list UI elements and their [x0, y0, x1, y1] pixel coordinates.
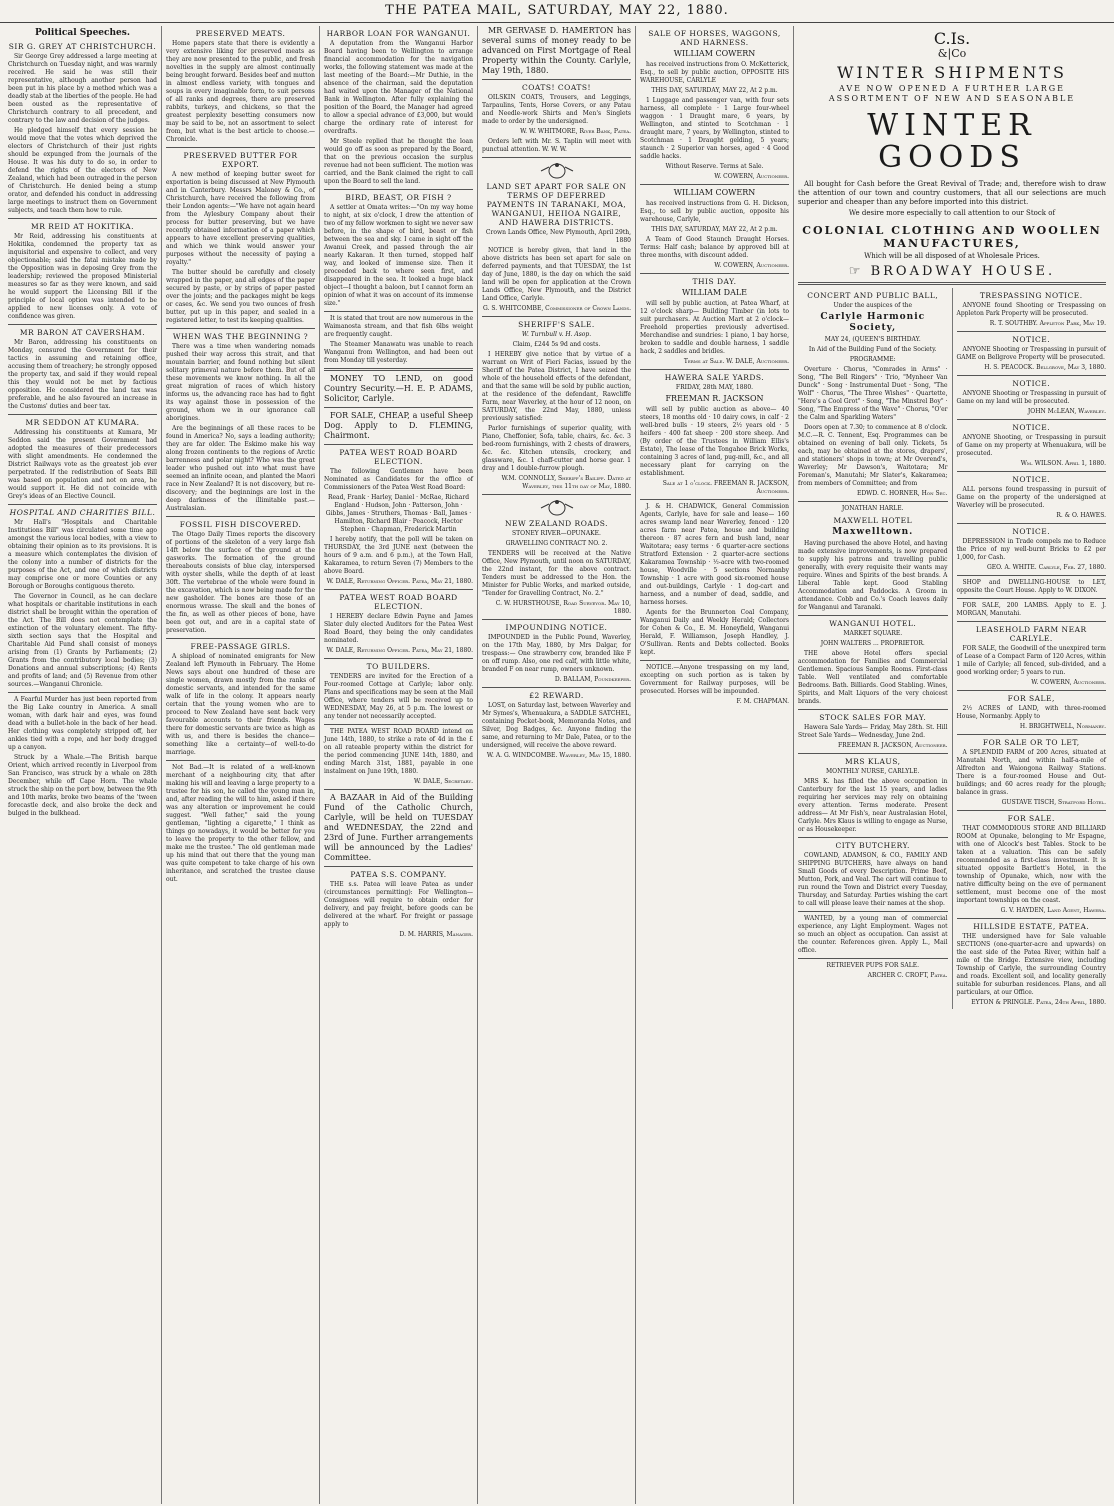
divider — [640, 184, 789, 185]
ad-text: I HEREBY declare Edwin Payne and James Slater duly elected Auditors for the Patea West Road Board, they being the only candidates nominated. — [324, 613, 473, 644]
article-text: Mr Baron, addressing his constituents on Monday, censured the Government for their tactics in assuming and retaining office, accusing them of treachery; he strongly opposed the property tax, and said if they would repeal this they would not be met by factious opposition. He considered the land tax was preferable, and he also favoured an increase in the Customs' duties and beer tax. — [8, 339, 157, 410]
divider — [166, 147, 315, 148]
ad-text: IMPOUNDED in the Public Pound, Waverley, on the 17th May, 1880, by Mrs Dalgar, for trespass:— One strawberry cow, branded like F on off rump. Also, one red calf, with little white, branded F on near rump, owners unknown. — [482, 634, 631, 673]
divider — [957, 523, 1107, 524]
article-text: Struck by a Whale.—The British barque Orient, which arrived recently in Liverpool from San Francisco, was struck by a whale on 28th December, while off Cape Horn. The whale struck the ship on the port bow, between the 9th and 10th marks, broke two beams of the 'tween forecastle deck, and also broke the deck and bulged in the bulkhead. — [8, 754, 157, 817]
divider — [324, 311, 473, 312]
ad-title: COATS! COATS! — [522, 83, 591, 92]
ad-text: will sell by public auction, at Patea Wharf, at 12 o'clock sharp— Building Timber (in lots to suit purchasers. At Auction Mart at 2 o'clock— Freehold properties previously advertised. Merchandise and sundries: 1 piano, 1 bay horse, broken to saddle and double harness, 1 saddle hack, 2 saddles and bridles. — [640, 300, 789, 355]
two-column-section — [798, 288, 1106, 1009]
ad-title: FOR SALE, — [1007, 694, 1055, 703]
ad-signature: D. BALLAM, Poundkeeper. — [554, 676, 631, 683]
ad-text: I hereby notify, that the poll will be taken on THURSDAY, the 3rd JUNE next (between the hours of 9 a.m. and 6 p.m.), at the Town Hall, Kakaramea, to return Seven (7) Members to the above Board. — [324, 536, 473, 575]
sale-date: FRIDAY, 28th MAY, 1880. — [675, 384, 754, 391]
ad-text: TENDERS are invited for the Erection of a Four-roomed Cottage at Carlyle; labor only. Plans and specifications may be seen at the Mail Office, where tenders will be received up to WEDNESDAY, May 26, at 5 p.m. The lowest or any tender not necessarily accepted. — [324, 673, 473, 720]
divider — [8, 414, 157, 415]
article-text: A deputation from the Wanganui Harbor Board having been to Wellington to arrange financial accommodation for the navigation works, the following statement was made at the last meeting of the Board:—Mr Duthie, in the absence of the chairman, said the deputation had waited upon the Manager of the National Bank in Wellington. After fully explaining the position of the Board, the Manager had agreed to allow a special advance of £3,000, but would charge the ordinary rate of interest for overdrafts. — [324, 40, 473, 135]
ad-signature: JOHN McLEAN, Waverley. — [1027, 408, 1106, 415]
ad-text: The following Gentlemen have been Nominated as Candidates for the office of Commissioners of the Patea West Road Board: — [324, 468, 473, 491]
divider — [798, 709, 948, 710]
ad-text: SHOP and DWELLING-HOUSE to LET, opposite the Court House. Apply to W. DIXON. — [956, 579, 1106, 594]
divider — [8, 324, 157, 325]
ad-text: Which will be all disposed of at Wholesale Prices. — [864, 252, 1040, 260]
divider — [957, 621, 1107, 622]
advertisement: FOR SALE, CHEAP, a useful Sheep Dog. Apply to D. FLEMING, Chairmont. — [324, 411, 473, 440]
divider — [324, 189, 473, 190]
divider — [640, 369, 789, 370]
ad-title: NOTICE. — [1012, 379, 1051, 388]
article-text: The butter should be carefully and closely wrapped in the paper, and all edges of the paper secured by paste, or by strips of paper pasted over the joints; and the packages might be kegs or cases, &c. We send you two ounces of fresh butter, put up in this paper, and sealed in a registered letter, to test its keeping qualities. — [166, 269, 315, 324]
ad-title: FOR SALE. — [1007, 814, 1055, 823]
article-title: MR SEDDON AT KUMARA. — [25, 418, 140, 427]
divider — [324, 724, 473, 725]
ad-title: WANGANUI HOTEL. — [829, 619, 917, 628]
event-date: MAY 24, (QUEEN'S BIRTHDAY. — [824, 336, 921, 343]
article-text: Home papers state that there is evidently a very extensive liking for preserved meats as they are now presented to the public, and fresh novelties in the supply are almost continually being brought forward. Besides beef and mutton in almost endless variety, with tongues and soups in every imaginable form, to suit persons of all ranks and degrees, there are preserved rabbits, turkeys, and chickens, so that the greatest perplexity besetting consumers now may be said to be, not an assortment to select from, but what is the best article to choose.—Chronicle. — [166, 40, 315, 143]
ad-title: LEASEHOLD FARM NEAR CARLYLE. — [975, 625, 1087, 643]
ad-subtitle: STONEY RIVER—OPUNAKE. — [512, 530, 601, 537]
column-4 — [478, 26, 636, 1504]
article-text: It is stated that trout are now numerous in the Waimanosta stream, and that fish 6lbs weight are frequently caught. — [324, 315, 473, 338]
divider — [482, 316, 631, 317]
masthead: THE PATEA MAIL, SATURDAY, MAY 22, 1880. — [0, 0, 1114, 23]
article-title: PRESERVED MEATS. — [195, 29, 286, 38]
ad-subtitle: GRAVELLING CONTRACT NO. 2. — [505, 540, 608, 547]
logo-line-2: &|Co — [937, 47, 967, 60]
ad-signature: W.M. CONNOLLY, Sheriff's Bailiff. Dated at Waverley, this 11th day of May, 1880. — [501, 475, 631, 490]
ad-text: Hawera Sale Yards— Friday, May 28th. St. Hill Street Sale Yards— Wednesday, June 2nd. — [798, 724, 948, 739]
ad-text: Without Reserve. Terms at Sale. — [665, 163, 764, 170]
ad-title: PATEA WEST ROAD BOARD ELECTION. — [339, 448, 458, 466]
ad-signature: D. M. HARRIS, Manager. — [399, 931, 473, 938]
auctioneer-name: WILLIAM DALE — [681, 288, 748, 297]
lot-list: 1 Luggage and passenger van, with four sets harness, all complete · 1 Large four-wheel waggon · 1 Draught mare, 6 years, by Wellington, and stinted to Scotchman · 1 draught mare, 7 years, by Wellington, stinted to Scotchman · 1 Draught gelding, 5 years; staunch · 2 Superior van horses, aged · 4 Good saddle hacks. — [640, 97, 789, 160]
column-6 — [798, 288, 948, 1009]
sale-date: THIS DAY, SATURDAY, MAY 22, At 2 p.m. — [651, 226, 778, 233]
divider — [324, 407, 473, 408]
ad-signature: EDWD. C. HORNER, Hon Sec. — [856, 490, 948, 497]
ad-text: FOR SALE, 200 LAMBS. Apply to E. J. MORGAN, Manutahi. — [956, 602, 1106, 617]
proprietor-name: JONATHAN HARLE. — [841, 505, 904, 512]
ad-text: We desire more especially to call attention to our Stock of — [848, 209, 1056, 217]
ad-text: Under the auspices of the — [833, 302, 913, 309]
ad-text: THE PATEA WEST ROAD BOARD intend on June 14th, 1880, to strike a rate of 4d in the £ on all rateable property within the district for the period commencing JUNE 14th, 1880, and ending March 31st, 1881, payable in one instalment on June 19th, 1880. — [324, 728, 473, 775]
divider — [8, 504, 157, 505]
ad-text: Doors open at 7.30; to commence at 8 o'clock. M.C.—R. C. Tennent, Esq. Programmes can be obtained on evening of ball only. Tickets, 5s each, may be obtained at the stores, drapers', and stationers' shops in town; at Mr Overend's, Waverley; Mr Dawson's, Waitotara; Mr Foreman's, Manutahi; Mr Slater's, Kakaramea; from members of Committee; and from — [798, 424, 948, 487]
winter-goods-heading: WINTER GOODS — [867, 108, 1037, 175]
ad-text: Agents for the Brunnerton Coal Company, Wanganui Daily and Weekly Herald; Collectors for Cohen & Co., E. M. Honeyfield, Wanganui Herald, F. Williamson, Joseph Handley, J. O'Sullivan. Rents and Debts collected. Books kept. — [640, 609, 789, 656]
divider — [324, 789, 473, 790]
divider — [324, 368, 473, 371]
ad-text: will sell by public auction as above— 40 steers, 18 months old · 10 dairy cows, in calf · 2 well-bred bulls · 19 steers, 2½ years old · 5 heifers · 400 fat sheep · 200 store sheep. And (By order of the Trustees in William Ellis's Estate), The lease of the Tongahoe Brick Works, containing 3 acres of land, pug-mill, &c., and all necessary plant for carrying on the establishment. — [640, 406, 789, 477]
sale-date: THIS DAY, SATURDAY, MAY 22, At 2 p.m. — [651, 87, 778, 94]
article-text: A shipload of nominated emigrants for New Zealand left Plymouth in February. The Home News says about one hundred of these are single women, drawn mostly from the ranks of domestic servants, and intended for the same walk of life in the colony. It appears nearly certain that the young women who are to proceed to New Zealand have sent back very favourable accounts to their friends. Wages there for domestic servants are twice as high as with us, and there is besides the chance—something like a certainty—of well-to-do marriage. — [166, 653, 315, 756]
divider — [324, 444, 473, 445]
column-1 — [4, 26, 162, 1504]
article-text: Mr Steele replied that he thought the loan would go off as soon as prepared by the Board, that on the previous occasion the surplus revenue had not been sufficient. The motion was carried, and the Bank claimed the right to call upon the Board to sell the land. — [324, 138, 473, 185]
ad-title: TO BUILDERS. — [366, 662, 431, 671]
ad-dateline: Crown Lands Office, New Plymouth, April 29th, 1880 — [485, 229, 631, 244]
ad-title: PATEA WEST ROAD BOARD ELECTION. — [339, 593, 458, 611]
article-text: There was a time when wandering nomads pushed their way across this strait, and that mountain barrier, and found nothing but silent solitary primeval nature before them. But of all these movements we know nothing. In all the great migration of races of which history informs us, the advancing race has had to fight its way against those in possession of the ground, whom we in our ignorance call aborigines. — [166, 343, 315, 422]
advertisement: MR GERVASE D. HAMERTON has several sums of money ready to be advanced on First Mortgage of Real Property within the County. Carlyle, May 19th, 1880. — [482, 26, 631, 75]
ad-title: NEW ZEALAND ROADS. — [504, 519, 609, 528]
article-title: BIRD, BEAST, OR FISH ? — [345, 193, 452, 202]
ad-title: THIS DAY. — [692, 277, 737, 286]
divider — [166, 760, 315, 761]
divider — [8, 692, 157, 693]
ad-title: TRESPASSING NOTICE. — [979, 291, 1083, 300]
ad-signature: W. A. G. WINDCOMBE. Waverley, May 15, 1880. — [486, 752, 631, 759]
broadway-house-label: BROADWAY HOUSE. — [870, 264, 1056, 279]
ad-title: HAWERA SALE YARDS. — [664, 373, 765, 382]
ad-text: NOTICE.—Anyone trespassing on my land, excepting on such portion as is taken by Government for Railway purposes, will be prosecuted. Horses will be impounded. — [640, 664, 789, 695]
divider — [957, 690, 1107, 691]
article-title: PRESERVED BUTTER FOR EXPORT. — [183, 151, 298, 169]
ad-text: TENDERS will be received at the Native Office, New Plymouth, until noon on SATURDAY, the 22nd instant, for the above contract. Tenders must be addressed to the Hon. the Minister for Public Works, and marked outside, "Tender for Gravelling Contract, No. 2." — [482, 550, 631, 597]
ad-text: ALL persons found trespassing in pursuit of Game on the property of the undersigned at Waverley will be prosecuted. — [956, 486, 1106, 509]
divider — [798, 911, 948, 912]
ad-title: MRS KLAUS, — [845, 757, 901, 766]
divider — [640, 273, 789, 274]
article-text: A new method of keeping butter sweet for exportation is being discussed at New Plymouth and in Canterbury. Messrs Maloney & Co., of Christchurch, have received the following from their London agents:—"We have not again heard from the Aylesbury Company about their process for butter preserving, but we have recently obtained information of a paper which appears to have excellent preserving qualities, and which we think would answer your purposes without the necessity of paying a royalty." — [166, 171, 315, 266]
column-5 — [636, 26, 794, 1504]
article-text: The Steamer Manawatu was unable to reach Wanganui from Wellington, and had been out from Monday till yesterday. — [324, 341, 473, 364]
divider — [166, 328, 315, 329]
ad-text: I HEREBY give notice that by virtue of a warrant on Writ of Fieri Facias, issued by the Sheriff of the Patea District, I have seized the whole of the household effects of the defendant, and that the same will be sold by public auction, at the residence of the defendant, Rawcliffe Farm, near Waverley, at the hour of 12 noon, on SATURDAY, the 22nd May, 1880, unless previously satisfied: — [482, 351, 631, 422]
divider — [957, 575, 1107, 576]
article-text: Sir George Grey addressed a large meeting at Christchurch on Tuesday night, and was warmly received. He said he was still their representative, although another person had been put in his place by a method which was a deadly stab at the liberties of the people. He had been ousted as the representative of Christchurch contrary to all precedent, and contrary to the law and decision of the judges. — [8, 53, 158, 124]
winter-shipments-heading: WINTER SHIPMENTS — [837, 63, 1067, 82]
ad-title: £2 REWARD. — [529, 691, 584, 700]
ad-subtitle: MARKET SQUARE. — [843, 630, 903, 637]
divider — [798, 615, 948, 616]
auctioneer-name: WILLIAM COWERN — [673, 188, 756, 197]
ad-text: THAT COMMODIOUS STORE AND BILLIARD ROOM at Opunake, belonging to Mr Espagne, with one of Alcock's best Tables. Stock to be taken at a valuation. This can be safely recommended as a first-class investment. It is situated opposite Bartlett's Hotel, in the township of Opunake, which, now with the native difficulty being on the eve of permanent settlement, must become one of the most important townships on the coast. — [956, 825, 1106, 904]
article-title: SIR G. GREY AT CHRISTCHURCH. — [8, 42, 157, 51]
divider — [324, 866, 473, 867]
ad-signature: R. T. SOUTHBY. Appleton Park, May 19. — [989, 320, 1106, 327]
article-text: Mr Hall's "Hospitals and Charitable Institutions Bill" was circulated some time ago amongst the various local bodies, with a view to obtaining their opinion as to its provisions. It is a measure which contemplates the division of the colony into a number of districts for the purposes of the Act, and one of which districts may comprise one or more Counties or any Borough or Boroughs contiguous thereto. — [8, 519, 157, 590]
ad-subtitle: Maxwelltown. — [832, 527, 914, 537]
ad-text: OILSKIN COATS, Trousers, and Leggings, Tarpaulins, Tents, Horse Covers, or any Patau and Needle-work Shirts and Men's Singlets made to order by the undersigned. — [482, 94, 631, 125]
ad-text: ANYONE found Shooting or Trespassing on Appleton Park Property will be prosecuted. — [956, 302, 1106, 317]
proprietor-name: JOHN WALTERS ... PROPRIETOR. — [820, 640, 925, 647]
ad-signature: W. COWERN, Auctioneer. — [714, 262, 789, 269]
article-text: The Otago Daily Times reports the discovery of portions of the skeleton of a very large fish 14ft below the surface of the ground at the gasworks. The formation of the ground thereabouts consists of blue clay, interspersed with oyster shells, while the depth of at least 30ft. The vertebrae of the whole were found in the excavation, which is now being made for the new gasholder. The bones are those of an enormous wrasse. The skull and the bones of the fin, as well as other pieces of bone, have been got out, and are in a capital state of preservation. — [166, 531, 315, 634]
ad-signature: ARCHER C. CROFT, Patea. — [867, 972, 948, 979]
ad-text: NOTICE is hereby given, that land in the above districts has been set apart for sale on deferred payments, and that TUESDAY, the 1st day of June, 1880, is the day on which the said land will be open for application at the Crown Lands Office, New Plymouth, and the District Land Office, Carlyle. — [482, 247, 631, 302]
ad-text: THE s.s. Patea will leave Patea as under (circumstances permitting): For Wellington— Consignees will require to obtain order for delivery, and pay freight, before goods can be delivered at the wharf. For freight or passage apply to — [324, 881, 473, 928]
article-title: HARBOR LOAN FOR WANGANUI. — [326, 29, 471, 38]
ad-text: A BAZAAR in Aid of the Building Fund of the Catholic Church, Carlyle, will be held on TUESDAY and WEDNESDAY, the 22nd and 23rd of June. Further arrangements will be announced by the Ladies' Committee. — [324, 793, 473, 862]
programme-list: Overture · Chorus, "Comrades in Arms" · Song, "The Bell Ringers" · Trio, "Mynheer Van Dunck" · Song · Instrumental Duet · Song, "The Wolf" · Chorus, "The Three Wishes" · Quartette, "Here's a Cool Grot" · Song, "The Minstrel Boy" · Song, "The Empress of the Wave" · Chorus, "O'er the Calm and Sparkling Waters" — [798, 366, 948, 421]
ad-signature: W. DALE, Returning Officer. Patea, May 21, 1880. — [326, 647, 473, 654]
ad-text: Having purchased the above Hotel, and having made extensive improvements, is now prepared to supply his patrons and travelling public generally, with every requisite their wants may require. Wines and Spirits of the best brands. A Liberal Table kept. Good Stabling Accommodation and Paddocks. A Groom in attendance. Cobb and Co.'s Coach leaves daily for Wanganui and Taranaki. — [798, 540, 948, 611]
article-title: FOSSIL FISH DISCOVERED. — [179, 520, 302, 529]
divider — [957, 331, 1107, 332]
ad-subtitle: MONTHLY NURSE, CARLYLE. — [826, 768, 920, 775]
divider — [798, 958, 948, 959]
ad-title: NOTICE. — [1012, 527, 1051, 536]
ad-text: THE undersigned have for Sale valuable SECTIONS (one-quarter-acre and upwards) on the east side of the Patea River, within half a mile of the Bridge. Extensive view, including Township of Carlyle, the surrounding Country and roads. Excellent soil, and locality generally suitable for suburban residences. Plans, and all particulars, at our Office. — [956, 933, 1106, 996]
ad-text: THE above Hotel offers special accommodation for Families and Commercial Gentlemen. Spacious Sample Rooms. First-class Table. Well ventilated and comfortable Bedrooms. Bath. Billiards. Good Stabling. Wines, Spirits, and Malt Liquors of the very choicest brands. — [798, 650, 948, 705]
ad-signature: H. BRIGHTWELL, Normanby. — [1019, 723, 1106, 730]
logo — [798, 30, 1106, 60]
ad-title: HILLSIDE ESTATE, PATEA. — [973, 922, 1090, 931]
ad-signature: W. DALE, Secretary. — [413, 778, 473, 785]
ad-title: STOCK SALES FOR MAY. — [819, 713, 927, 722]
ad-text: WANTED, by a young man of commercial experience, any Light Employment. Wages not so much an object as occupation. Can assist at the counter. References given. Apply L., Mail office. — [798, 915, 948, 954]
columns — [4, 26, 1110, 1504]
ad-signature: G. S. WHITCOMBE, Commissioner of Crown Lands. — [483, 305, 631, 312]
ad-signature: R. & O. HAWES. — [1056, 512, 1106, 519]
article-title: MR REID AT HOKITIKA. — [31, 222, 134, 231]
society-name: Carlyle Harmonic Society, — [820, 312, 926, 333]
divider — [798, 282, 1106, 285]
ad-title: NOTICE. — [1012, 423, 1051, 432]
ad-subtitle: W. Turnbull v. H. Asop. — [521, 331, 592, 338]
article-text: He pledged himself that every session he would move that the votes which deprived the electors of Christchurch of their just rights should be expunged from the journals of the House. It was his duty to do so, in order to defend the rights of the electors of New Zealand, which had been outraged in the person of Christchurch. He denied being a stump orator, and defended his conduct in addressing large meetings to instruct them on Government subjects, and teach them how to rule. — [8, 127, 157, 214]
ad-signature: G. V. HAYDEN, Land Agent, Hawera. — [1000, 907, 1106, 914]
article-text: Are the beginnings of all these races to be found in America? No, says a leading authority; they are far older. The Eskimo make his way along frozen continents to the regions of Arctic barrenness and polar night? Who was the great leader who pushed out into what must have seemed an infinite ocean, and planted the Maori race in New Zealand? It is not discovery, but re-discovery; and the beginnings are lost in the deep darkness of the illimitable past.—Australasian. — [166, 425, 315, 512]
divider — [957, 734, 1107, 735]
divider — [324, 658, 473, 659]
article-text: Addressing his constituents at Kumara, Mr Seddon said the present Government had adopted the measures of their predecessors with slight amendments. He condemned the District Railways vote as the greatest job ever perpetrated. If the redistribution of Seats Bill was based on population and not on area, he would support it. He did not coincide with Grey's ideas of an Elective Council. — [8, 429, 157, 500]
candidate-list: Read, Frank · Harley, Daniel · McRae, Richard England · Hudson, John · Patterson, John · Gibbs, James · Struthers, Thomas · Ball, James · Hamilton, Richard Blair · Peacock, Hector Stephen · Chapman, Frederick Martin — [325, 494, 472, 533]
colonial-clothing-heading: COLONIAL CLOTHING AND WOOLLEN MANUFACTURES, — [802, 224, 1102, 250]
ad-title: CITY BUTCHERY. — [835, 841, 910, 850]
ad-text: has received instructions from O. McKetterick, Esq., to sell by public auction, OPPOSITE HIS WAREHOUSE, CARLYLE — [640, 61, 789, 84]
ad-text: ANYONE Shooting or Trespassing in pursuit of GAME on Bellgrove Property will be prosecuted. — [956, 346, 1106, 361]
column-3 — [320, 26, 478, 1504]
ad-title: MAXWELL HOTEL — [833, 516, 913, 525]
ad-text: FOR SALE, the Goodwill of the unexpired term of Lease of a Compact Farm of 120 Acres, within 1 mile of Carlyle; all fenced, sub-divided, and a good working order; 5 years to run. — [956, 645, 1106, 676]
ad-title: PATEA S.S. COMPANY. — [350, 870, 447, 879]
ad-title: CONCERT AND PUBLIC BALL, — [807, 291, 939, 300]
section-heading: Political Speeches. — [34, 28, 130, 38]
ad-signature: EYTON & PRINGLE. Patea, 24th April, 1880. — [971, 999, 1106, 1006]
ad-signature: F. M. CHAPMAN. — [736, 698, 789, 705]
ad-title: FOR SALE OR TO LET, — [982, 738, 1080, 747]
divider — [482, 619, 631, 620]
ad-signature: GEO. A. WHITE. Carlyle, Feb. 27, 1880. — [986, 564, 1106, 571]
ad-signature: Sale at 1 o'clock. FREEMAN R. JACKSON, Auctioneer. — [662, 480, 789, 495]
divider — [324, 589, 473, 590]
ad-text: DEPRESSION in Trade compels me to Reduce the Price of my well-burnt Bricks to £2 per 1,000, for Cash. — [956, 538, 1106, 561]
divider — [482, 157, 631, 158]
ad-signature: W. DALE, Returning Officer. Patea, May 21, 1880. — [326, 578, 473, 585]
divider — [957, 810, 1107, 811]
ad-text: COWLAND, ADAMSON, & CO., FAMILY AND SHIPPING BUTCHERS, have always on hand Small Goods of every Description. Prime Beef, Mutton, Pork, and Veal. The cart will continue to run round the Town and District every Tuesday, Thursday, and Saturday. Parties wishing the cart to call will please leave their names at the shop. — [798, 852, 948, 907]
divider — [957, 375, 1107, 376]
divider — [166, 638, 315, 639]
divider — [640, 499, 789, 500]
ad-text: 2½ ACRES of LAND, with three-roomed House, Normanby. Apply to — [956, 705, 1106, 720]
divider — [482, 687, 631, 688]
divider — [957, 598, 1107, 599]
ad-text: Parlor furnishings of superior quality, with Piano, Cheffonier, Sofa, table, chairs, &c. &c. 3 bed-room furnishings, with 2 chests of drawers, &c. &c. Kitchen utensils, crockery, and glassware, &c. 1 chaff-cutter and horse gear. 1 dray and 1 double-furrow plough. — [482, 425, 631, 472]
ad-signature: Wm. WILSON. April 1, 1880. — [1020, 460, 1106, 467]
hand-pointer-icon: ☞ — [848, 264, 871, 279]
article-title: FREE-PASSAGE GIRLS. — [190, 642, 291, 651]
article-text: A Fearful Murder has just been reported from the Big Lake country in America. A small woman, with dark hair and eyes, was found dead with a bullet-hole in the back of her head. Her clothing was completely stripped off, her ankles tied with a rope, and her body dragged up a canyon. — [8, 696, 157, 751]
ad-title: LAND SET APART FOR SALE ON TERMS OF DEFERRED PAYMENTS IN TARANAKI, MOA, WANGANUI, HEIIOA NGAIRE, AND HAWERA DISTRICTS. — [486, 182, 627, 227]
article-title: HOSPITAL AND CHARITIES BILL. — [9, 508, 156, 517]
ad-signature: W. COWERN, Auctioneer. — [1031, 679, 1106, 686]
article-title: MR BARON AT CAVERSHAM. — [19, 328, 146, 337]
ad-title: SALE OF HORSES, WAGGONS, AND HARNESS. — [648, 29, 781, 47]
ad-text: Orders left with Mr. S. Taplin will meet with punctual attention. W. W. W. — [482, 138, 631, 153]
divider — [482, 79, 631, 80]
divider — [798, 501, 948, 502]
article-text: Not Bad.—It is related of a well-known merchant of a neighbouring city, that after making his will and leaving a large property to a trustee for his son, he called the young man in, and, after reading the will to him, asked if there was any alteration or improvement he could suggest. "Well father," said the young gentleman, "lighting a cigarette," I think as things go nowadays, it would be better for you to leave the property to the other fellow, and make me the trustee." The old gentleman made up his mind that out there that the young man was quite competent to take charge of his own inheritance, and scratched the trustee clause out. — [166, 764, 315, 883]
divider — [166, 516, 315, 517]
programme-heading: PROGRAMME: — [849, 356, 896, 363]
coat-of-arms-icon — [537, 498, 577, 516]
winter-subheading: AVE NOW OPENED A FURTHER LARGE ASSORTMENT OF NEW AND SEASONABLE — [828, 84, 1076, 103]
ad-text: A SPLENDID FARM of 200 Acres, situated at Manutahi North, and within half-a-mile of Alfredton and Waiongona Railway Stations. There is a four-roomed House and Out-buildings; and 60 acres ready for the plough; balance in grass. — [956, 749, 1106, 796]
advertisement: MONEY TO LEND, on good Country Security.—H. E. P. ADAMS, Solicitor, Carlyle. — [324, 374, 473, 403]
ad-title: IMPOUNDING NOTICE. — [505, 623, 608, 632]
ad-text: RETRIEVER PUPS FOR SALE. — [826, 962, 920, 969]
ad-signature: W. COWERN, Auctioneer. — [714, 173, 789, 180]
divider — [957, 419, 1107, 420]
divider — [8, 218, 157, 219]
divider — [798, 753, 948, 754]
ad-text: In Aid of the Building Fund of the Society. — [808, 346, 937, 353]
ad-text: has received instructions from G. H. Dickson, Esq., to sell by public auction, opposite his warehouse, Carlyle, — [640, 200, 789, 223]
divider — [482, 494, 631, 495]
auctioneer-name: WILLIAM COWERN — [673, 49, 756, 58]
column-2 — [162, 26, 320, 1504]
ad-title: NOTICE. — [1012, 335, 1051, 344]
ad-signature: C. W. HURSTHOUSE, Road Surveyor. May 10, 1880. — [495, 600, 631, 615]
ad-text: All bought for Cash before the Great Revival of Trade; and, therefore wish to draw the attention of our town and country customers, that all our selections are much superior and cheaper than any before imported into this district. — [798, 180, 1106, 206]
divider — [640, 660, 789, 661]
ad-text: A Team of Good Staunch Draught Horses. Terms: Half cash; balance by approved bill at three months, with discount added. — [640, 236, 789, 259]
ad-signature: FREEMAN R. JACKSON, Auctioneer. — [838, 742, 948, 749]
article-text: The Governor in Council, as he can declare what hospitals or charitable institutions in each district shall be brought within the operation of the Act. The Bill does not contemplate the extinction of the voluntary element. The fifty-sixth section says that the Hospital and Charitable Aid Fund shall consist of moneys arising from (1) Grants by Parliaments; (2) Grants from the contributory local bodies; (3) Donations and annual subscriptions; (4) Rents and profits of land; and (5) Revenue from other sources.—Wanganui Chronicle. — [8, 593, 157, 688]
ad-signature: H. S. PEACOCK. Bellgrove, May 3, 1880. — [984, 364, 1106, 371]
ad-text: MRS K. has filled the above occupation in Canterbury for the last 15 years, and ladies requiring her services may rely on obtaining every attention. Terms moderate. Present address— At Mr Fish's, near Australasian Hotel, Carlyle. Mrs Klaus is willing to engage as Nurse, or as Housekeeper. — [798, 778, 948, 833]
ad-claim: Claim, £244 5s 9d and costs. — [512, 341, 601, 348]
divider — [798, 837, 948, 838]
logo-line-1: C.Is. — [933, 29, 971, 48]
auctioneer-name: FREEMAN R. JACKSON — [665, 394, 764, 403]
ad-signature: GUSTAVE TISCH, Stratford Hotel. — [1001, 799, 1106, 806]
ad-signature: W. W. WHITMORE, River Bank, Patea. — [520, 128, 631, 135]
divider — [957, 918, 1107, 919]
article-text: Mr Reid, addressing his constituents at Hokitika, condemned the property tax as inquisitorial and expensive to collect, and very objectionable; said the fatal mistake made by the Opposition was in deposing Grey from the leadership; reviewed the proposed Ministerial measures so far as they were known, and said he would support the Licensing Bill if the principle of local option was intended to be applied to new licenses only. A vote of confidence was given. — [8, 233, 157, 320]
ad-text: J. & H. CHADWICK, General Commission Agents, Carlyle, have for sale and lease— 160 acres swamp land near Waverley, fenced · 120 acres farm near Patea, house and building thereon · 87 acres fern and bush land, near Waitotara; easy terms · 6 quarter-acre sections Stratford Extension · 2 quarter-acre sections Kakaramea Township · ½-acre with two-roomed house, Woodville · 5 sections Normanby Township · 1 acre with good six-roomed house and out-buildings, Carlyle · 1 dog-cart and harness, and a number of dead, saddle, and harness horses. — [640, 503, 789, 606]
divider — [957, 471, 1107, 472]
ad-signature: Terms at Sale. W. DALE, Auctioneer. — [683, 358, 789, 365]
ad-text: ANYONE Shooting or Trespassing in pursuit of Game on my land will be prosecuted. — [956, 390, 1106, 405]
ad-text: ANYONE Shooting, or Trespassing in pursuit of Game on my property at Whenuakura, will be prosecuted. — [956, 434, 1106, 457]
ad-title: SHERIFF'S SALE. — [518, 320, 595, 329]
ad-text: LOST, on Saturday last, between Waverley and Mr Symes's, Whenuakura, a SADDLE SATCHEL, containing Pocket-book, Memoranda Notes, and Silver, Dog Badges, &c. Anyone finding the same, and returning to Mr Dale, Patea, or to the undersigned, will receive the above reward. — [482, 702, 631, 749]
column-7 — [952, 288, 1107, 1009]
coat-of-arms-icon — [537, 161, 577, 179]
broadway-house-heading — [798, 264, 1106, 279]
article-text: A settler at Omata writes:—"On my way home to night, at six o'clock, I drew the attention of two of my fellow workmen to sight we never saw before, in the shape of bird, beast or fish between the sea and sky. I came in sight off the Awanui Creek, and passed through the air nearly Kakaran. It then turned, stopped half way, and looked of immense size. Then it proceeded back to where seen first, and disappeared in the sea. It looked a huge black object—I thought a baloon, but I cannot form an opinion of what it was on account of its immense size." — [324, 204, 473, 307]
column-6-7 — [794, 26, 1110, 1504]
article-title: WHEN WAS THE BEGINNING ? — [172, 332, 309, 341]
ad-title: NOTICE. — [1012, 475, 1051, 484]
